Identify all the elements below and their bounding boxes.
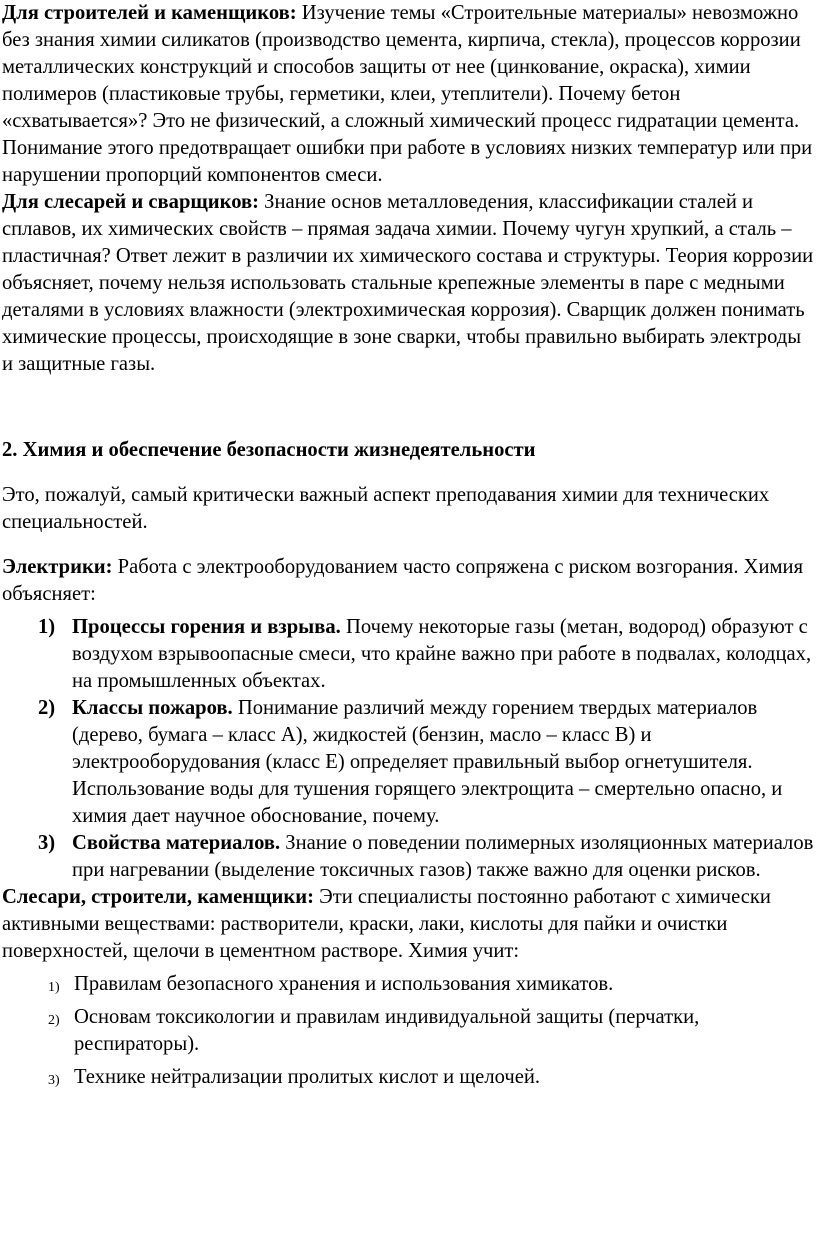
paragraph-text: Эти специалисты постоянно работают с химически активными веществами: растворители, краски, лаки, кислоты для пайки и очистки поверхностей, щелочи в цементном растворе. Химия учит: [2, 886, 771, 962]
paragraph-label: Для слесарей и сварщиков: [2, 191, 260, 213]
paragraph-label: Электрики: [2, 556, 113, 578]
paragraph-label: Слесари, строители, каменщики: [2, 886, 314, 908]
paragraph-electricians [0, 554, 816, 608]
paragraph-text: Знание основ металловедения, классификации сталей и сплавов, их химических свойств – прямая задача химии. Почему чугун хрупкий, а сталь – пластичная? Ответ лежит в различии их химического состава и структуры. Теория коррозии объясняет, почему нельзя использовать стальные крепежные элементы в паре с медными деталями в условиях влажности (электрохимическая коррозия). Сварщик должен понимать химические процессы, происходящие в зоне сварки, чтобы правильно выбирать электроды и защитные газы. [2, 191, 814, 375]
list-item [0, 1064, 816, 1091]
workers-list [0, 971, 816, 1091]
list-number: 2) [38, 697, 56, 719]
paragraph-locksmiths-welders [0, 189, 816, 378]
list-number: 3) [48, 1073, 60, 1088]
list-number: 3) [38, 832, 56, 854]
list-item-text: Правилам безопасного хранения и использования химикатов. [74, 973, 614, 995]
list-item [0, 695, 816, 830]
list-number: 1) [38, 616, 56, 638]
list-item-text: Основам токсикологии и правилам индивидуальной защиты (перчатки, респираторы). [74, 1006, 700, 1055]
electricians-list [0, 614, 816, 884]
list-item [0, 1004, 816, 1058]
paragraph-label: Для строителей и каменщиков: [2, 2, 297, 24]
paragraph-text: Изучение темы «Строительные материалы» невозможно без знания химии силикатов (производство цемента, кирпича, стекла), процессов коррозии металлических конструкций и способов защиты от нее (цинкование, окраска), химии полимеров (пластиковые трубы, герметики, клеи, утеплители). Почему бетон «схватывается»? Это не физический, а сложный химический процесс гидратации цемента. Понимание этого предотвращает ошибки при работе в условиях низких температур или при нарушении пропорций компонентов смеси. [2, 2, 813, 186]
list-item-text: Почему некоторые газы (метан, водород) образуют с воздухом взрывоопасные смеси, что крайне важно при работе в подвалах, колодцах, на промышленных объектах. [72, 616, 812, 692]
list-item-text: Знание о поведении полимерных изоляционных материалов при нагревании (выделение токсичных газов) также важно для оценки рисков. [72, 832, 814, 881]
section-heading: 2. Химия и обеспечение безопасности жизнедеятельности [2, 439, 536, 461]
paragraph-builders [0, 0, 816, 189]
list-item-text: Понимание различий между горением твердых материалов (дерево, бумага – класс A), жидкостей (бензин, масло – класс B) и электрооборудования (класс E) определяет правильный выбор огнетушителя. Использование воды для тушения горящего электрощита – смертельно опасно, и химия дает научное обоснование, почему. [72, 697, 783, 827]
list-item-title: Свойства материалов. [72, 832, 281, 854]
list-item-title: Процессы горения и взрыва. [72, 616, 341, 638]
list-item [0, 830, 816, 884]
intro-paragraph: Это, пожалуй, самый критически важный аспект преподавания химии для технических специальностей. [2, 484, 770, 533]
list-number: 1) [48, 980, 60, 995]
list-item-text: Технике нейтрализации пролитых кислот и щелочей. [74, 1066, 541, 1088]
paragraph-workers [0, 884, 816, 965]
list-number: 2) [48, 1013, 60, 1028]
list-item [0, 614, 816, 695]
list-item-title: Классы пожаров. [72, 697, 233, 719]
paragraph-text: Работа с электрооборудованием часто сопряжена с риском возгорания. Химия объясняет: [2, 556, 804, 605]
list-item [0, 971, 816, 998]
